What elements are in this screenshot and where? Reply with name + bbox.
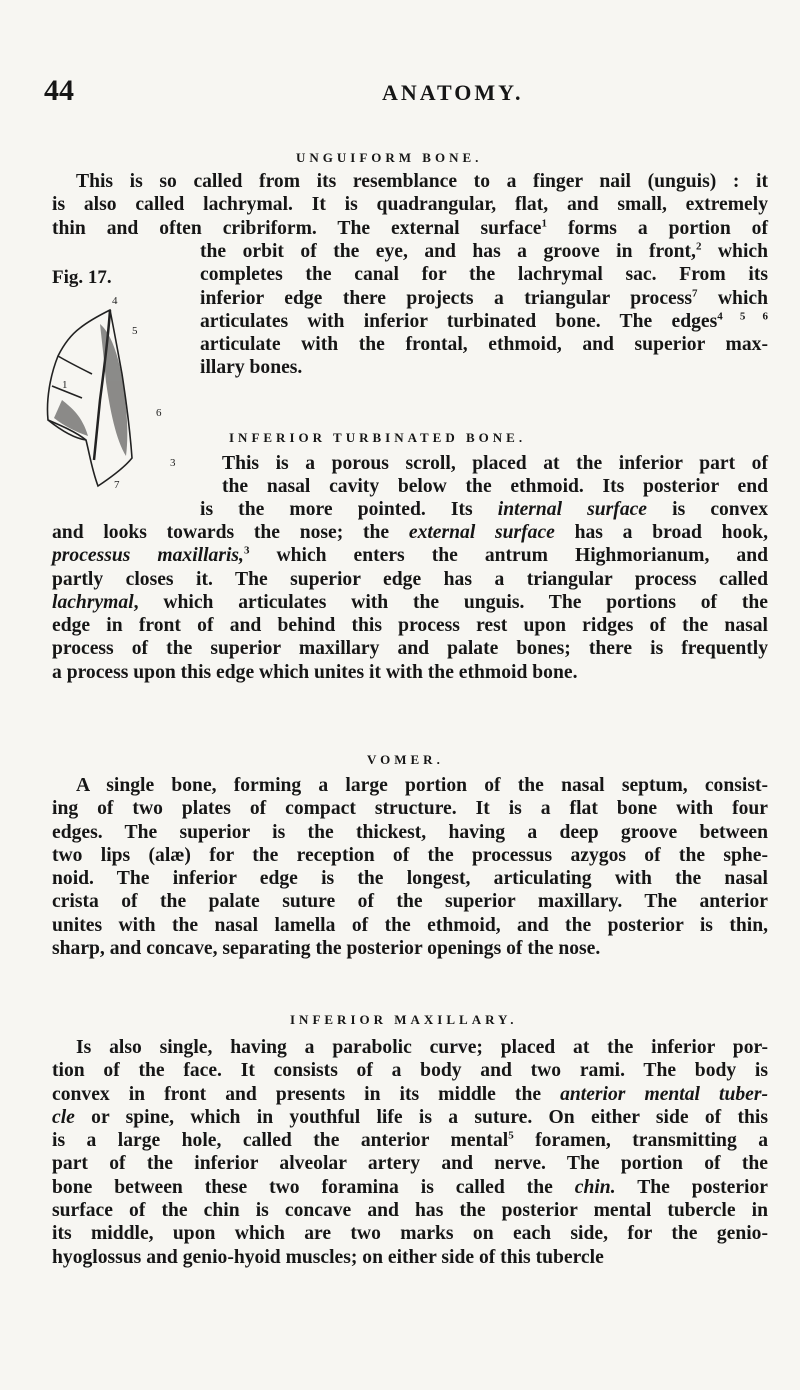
text-line: edge in front of and behind this process rest upon ridges of the nasal [52,615,768,637]
figure-leader-label: 1 [62,379,68,391]
text-line: its middle, upon which are two marks on each side, for the genio- [52,1223,768,1245]
figure-leader-label: 3 [170,457,176,469]
lachrymal-bone-figure [28,290,188,495]
text-line: the nasal cavity below the ethmoid. Its posterior end [222,476,768,498]
figure-label: Fig. 17. [52,267,112,288]
text-line: ing of two plates of compact structure. It is a flat bone with four [52,798,768,820]
figure-leader-label: 5 [132,325,138,337]
paragraph-inferior-maxillary [52,1036,768,1269]
text-line: sharp, and concave, separating the posterior openings of the nose. [52,938,601,960]
bone-shading [100,324,127,456]
text-line: the orbit of the eye, and has a groove in front,$^2$ which [200,240,768,262]
text-line: is the more pointed. Its internal surface is convex [200,499,768,520]
text-line: completes the canal for the lachrymal sac. From its [200,264,768,286]
running-head [44,74,764,110]
text-line: convex in front and presents in its middle the anterior mental tuber- [52,1083,768,1105]
text-line: is also called lachrymal. It is quadrangular, flat, and small, extremely [52,194,768,216]
text-line: A single bone, forming a large portion of the nasal septum, consist- [76,775,768,796]
text-line: partly closes it. The superior edge has a triangular process called [52,568,768,590]
text-line: bone between these two foramina is called the chin. The posterior [52,1176,768,1198]
text-line: processus maxillaris,$^3$ which enters the antrum Highmorianum, and [52,544,769,567]
text-line: This is so called from its resemblance to a finger nail (unguis) : it [76,171,768,192]
text-line: illary bones. [200,357,303,379]
paragraph-vomer [52,774,768,960]
text-line: cle or spine, which in youthful life is a suture. On either side of this [52,1106,768,1128]
heading-unguiform-bone: UNGUIFORM BONE. [296,150,483,165]
text-line: thin and often cribriform. The external surface$^1$ forms a portion of [52,217,768,239]
text-line: crista of the palate suture of the superior maxillary. The anterior [52,891,768,913]
text-line: unites with the nasal lamella of the ethmoid, and the posterior is thin, [52,914,768,936]
paragraph-turbinated-wrap [222,452,768,499]
figure-leader-label: 4 [112,295,118,307]
text-line: is a large hole, called the anterior mental$^5$ foramen, transmitting a [52,1129,768,1152]
text-line: articulates with inferior turbinated bone. The edges$^{4 5 6}$ [200,310,768,332]
figure-leader-label: 6 [156,407,162,419]
paragraph-unguiform-full [52,170,768,240]
page-number: 44 [44,74,74,107]
text-line: two lips (alæ) for the reception of the processus azygos of the sphe- [52,844,768,866]
text-line: hyoglossus and genio-hyoid muscles; on either side of this tubercle [52,1246,604,1268]
heading-inferior-turbinated-bone: INFERIOR TURBINATED BONE. [229,430,527,445]
text-line: surface of the chin is concave and has the posterior mental tubercle in [52,1200,768,1222]
text-line: noid. The inferior edge is the longest, articulating with the nasal [52,868,768,890]
text-line: This is a porous scroll, placed at the inferior part of [222,453,768,474]
text-line: and looks towards the nose; the external surface has a broad hook, [52,522,768,543]
text-line: part of the inferior alveolar artery and nerve. The portion of the [52,1153,768,1175]
text-line: inferior edge there projects a triangular process$^7$ which [200,287,768,309]
bone-edge-line [58,356,92,374]
text-line: Is also single, having a parabolic curve; placed at the inferior por- [76,1037,768,1058]
heading-vomer: VOMER. [367,752,444,767]
text-line: edges. The superior is the thickest, having a deep groove between [52,821,768,843]
running-title: ANATOMY. [382,80,524,105]
figure-leader-label: 7 [114,479,120,491]
text-line: a process upon this edge which unites it with the ethmoid bone. [52,661,578,683]
heading-inferior-maxillary: INFERIOR MAXILLARY. [290,1012,518,1027]
paragraph-turbinated-full [52,521,768,684]
text-line: process of the superior maxillary and palate bones; there is frequently [52,638,768,660]
text-line: lachrymal, which articulates with the unguis. The portions of the [52,591,768,613]
text-line: articulate with the frontal, ethmoid, and superior max- [200,334,768,356]
paragraph-turbinated-wrap-2 [200,498,768,521]
paragraph-unguiform-wrap [200,240,768,380]
text-line: tion of the face. It consists of a body and two rami. The body is [52,1060,768,1082]
